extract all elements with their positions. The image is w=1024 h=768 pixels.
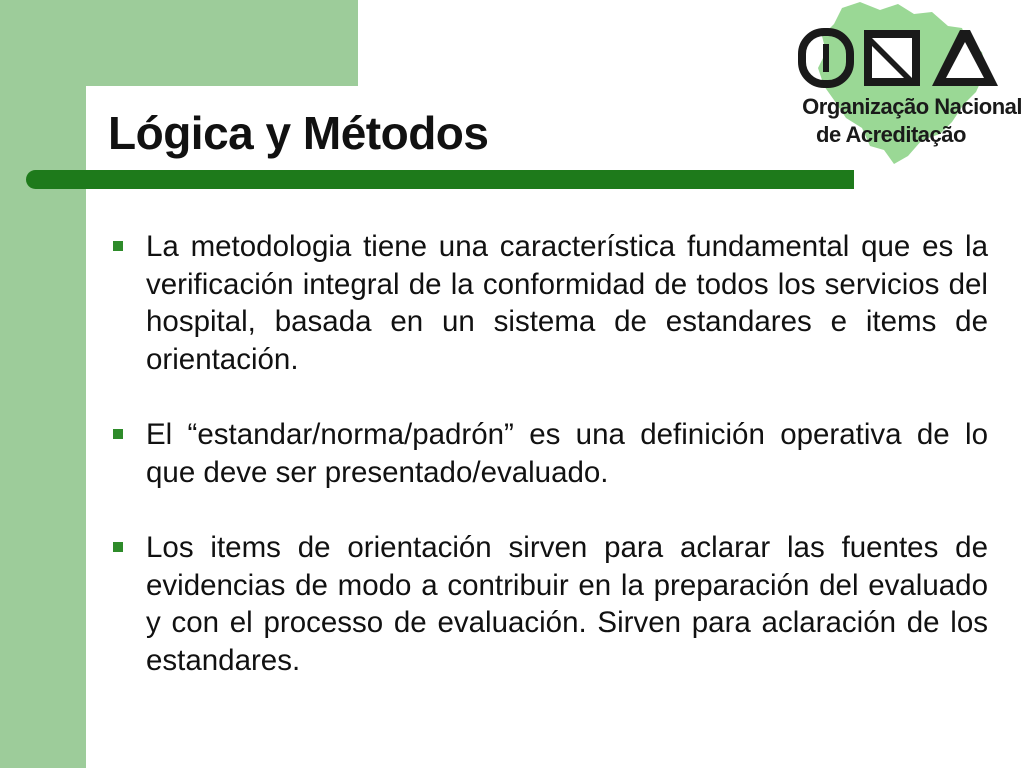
title-underline-bar: [26, 170, 854, 189]
ona-logo: [772, 0, 1024, 168]
bullet-text: La metodologia tiene una característica fundamental que es la verificación integral de la conformidad de todos los servicios del hospital, basada en un sistema de estandares e items de orientación.: [146, 230, 988, 376]
logo-org-name-line2: de Acreditação: [816, 122, 966, 147]
bullet-item: [108, 529, 988, 679]
left-decor-band: [0, 0, 86, 768]
bullet-item: [108, 416, 988, 491]
square-bullet-icon: [113, 429, 123, 439]
bullet-text: Los items de orientación sirven para aclarar las fuentes de evidencias de modo a contribuir en la preparación del evaluado y con el processo de evaluación. Sirven para aclaración de los estandares.: [146, 531, 988, 677]
slide-title: Lógica y Métodos: [108, 107, 489, 159]
bullet-list: [108, 228, 988, 717]
top-decor-band: [86, 0, 358, 86]
square-bullet-icon: [113, 542, 123, 552]
bullet-text: El “estandar/norma/padrón” es una definición operativa de lo que deve ser presentado/evaluado.: [146, 418, 988, 489]
square-bullet-icon: [113, 241, 123, 251]
logo-letter-n: [864, 30, 920, 86]
bullet-item: [108, 228, 988, 378]
logo-org-name-line1: Organização Nacional: [802, 94, 1022, 119]
